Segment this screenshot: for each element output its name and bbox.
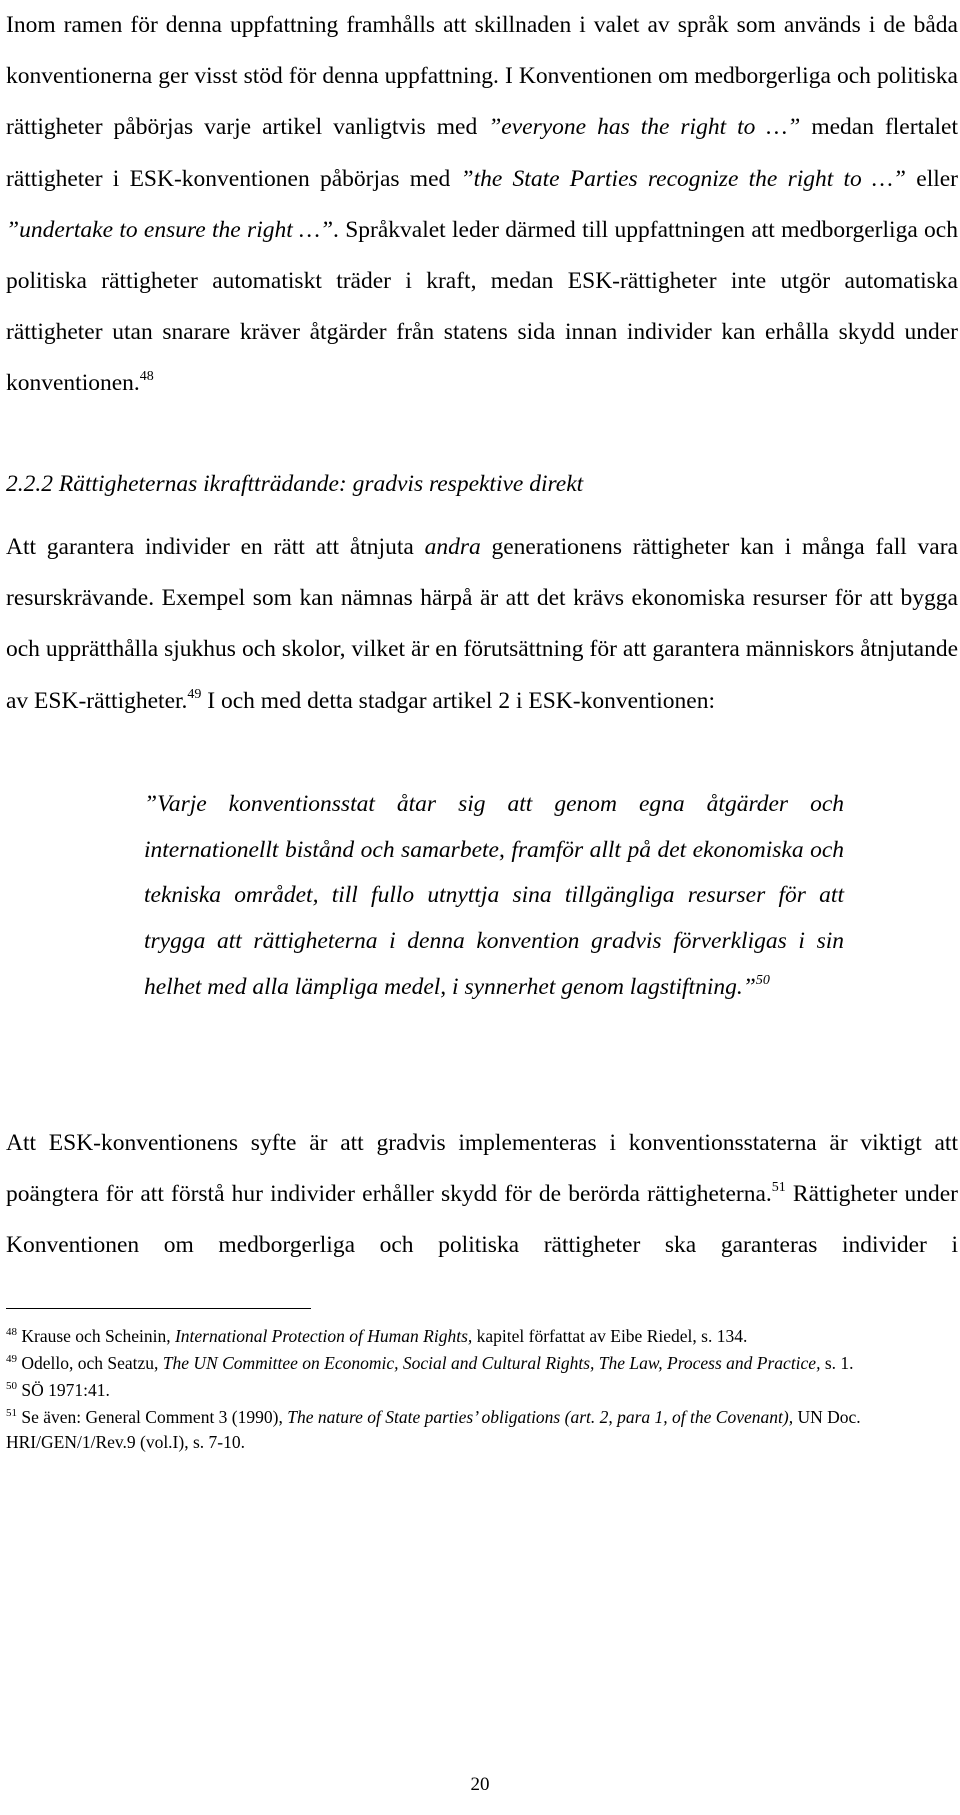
section-heading: 2.2.2 Rättigheternas ikraftträdande: gradvis respektive direkt xyxy=(6,471,584,497)
footnote-number: 51 xyxy=(6,1407,17,1419)
paragraph-3 xyxy=(6,1118,958,1272)
footnote-ref-50[interactable]: 50 xyxy=(755,972,770,988)
paragraph-2-text-c: I och med detta stadgar artikel 2 i ESK-konventionen: xyxy=(201,687,716,714)
footnote-number: 50 xyxy=(6,1380,17,1392)
footnote-text-a: Krause och Scheinin, xyxy=(21,1326,175,1346)
footnote-text-a: SÖ 1971:41. xyxy=(21,1380,110,1400)
footnote-49 xyxy=(6,1351,958,1376)
paragraph-1-text-c: eller xyxy=(906,165,959,192)
footnote-text-a: Odello, och Seatzu, xyxy=(21,1353,163,1373)
paragraph-1-text-a: Inom ramen för denna uppfattning framhålls att skillnaden i valet av språk som används i de båda konventionerna ger visst stöd för denna uppfattning. I Konventionen om medborgerliga och politiska rättigheter påbörjas varje artikel vanligtvis med xyxy=(6,12,958,141)
footnote-ref-51[interactable]: 51 xyxy=(771,1180,786,1196)
paragraph-1 xyxy=(6,0,958,410)
footnote-title: The UN Committee on Economic, Social and Cultural Rights, The Law, Process and Practice, xyxy=(162,1353,821,1373)
paragraph-3-text-b: Rättigheter under Konventionen om medborgerliga och politiska rättigheter ska garanteras individer i xyxy=(6,1181,958,1259)
footnote-48 xyxy=(6,1324,958,1349)
block-quote xyxy=(144,782,844,1011)
footnote-text-b: kapitel författat av Eibe Riedel, s. 134. xyxy=(472,1326,748,1346)
paragraph-1-text-d: . Språkvalet leder därmed till uppfattningen att medborgerliga och politiska rättigheter automatiskt träder i kraft, medan ESK-rättigheter inte utgör automatiska rättigheter utan snarare kräver åtgärder från statens sida innan individer kan erhålla skydd under konventionen. xyxy=(6,216,958,397)
footnote-text-b: UN Doc. HRI/GEN/1/Rev.9 (vol.I), s. 7-10. xyxy=(6,1407,861,1452)
paragraph-2-text-b: generationens rättigheter kan i många fall vara resurskrävande. Exempel som kan nämnas härpå är att det krävs ekonomiska resurser för att bygga och upprätthålla sjukhus och skolor, vilket är en förutsättning för att garantera människors åtnjutande av ESK-rättigheter. xyxy=(6,534,958,714)
paragraph-1-quote-esk-recognize: ”the State Parties recognize the right to …” xyxy=(460,165,907,192)
footnote-title: The nature of State parties’ obligations (art. 2, para 1, of the Covenant), xyxy=(287,1407,794,1427)
footnote-51 xyxy=(6,1405,958,1455)
page-number: 20 xyxy=(470,1774,490,1795)
footnotes xyxy=(6,1324,958,1457)
footnote-text-b: s. 1. xyxy=(820,1353,854,1373)
footnote-separator xyxy=(6,1308,311,1309)
footnote-50 xyxy=(6,1378,958,1403)
footnote-number: 48 xyxy=(6,1326,17,1338)
paragraph-1-quote-ccpr: ”everyone has the right to …” xyxy=(488,114,801,141)
paragraph-1-quote-esk-undertake: ”undertake to ensure the right …” xyxy=(6,216,334,243)
footnote-text-a: Se även: General Comment 3 (1990), xyxy=(21,1407,288,1427)
footnote-ref-48[interactable]: 48 xyxy=(139,369,154,385)
paragraph-2-text-a: Att garantera individer en rätt att åtnjuta xyxy=(6,534,425,560)
footnote-title: International Protection of Human Rights, xyxy=(174,1326,473,1346)
paragraph-2 xyxy=(6,522,958,727)
paragraph-1-text-b: medan flertalet rättigheter i ESK-konventionen påbörjas med xyxy=(6,114,959,192)
footnote-ref-49[interactable]: 49 xyxy=(187,686,202,702)
paragraph-3-text-a: Att ESK-konventionens syfte är att gradvis implementeras i konventionsstaterna är viktigt att poängtera för att förstå hur individer erhåller skydd för de berörda rättigheterna. xyxy=(6,1130,958,1208)
paragraph-2-emphasis: andra xyxy=(424,534,481,560)
footnote-number: 49 xyxy=(6,1353,17,1365)
block-quote-text: ”Varje konventionsstat åtar sig att genom egna åtgärder och internationellt bistånd och samarbete, framför allt på det ekonomiska och tekniska området, till fullo utnyttja sina tillgängliga resurser för att trygga att rättigheterna i denna konvention gradvis förverkligas i sin helhet med alla lämpliga medel, i synnerhet genom lagstiftning.” xyxy=(144,791,844,1000)
